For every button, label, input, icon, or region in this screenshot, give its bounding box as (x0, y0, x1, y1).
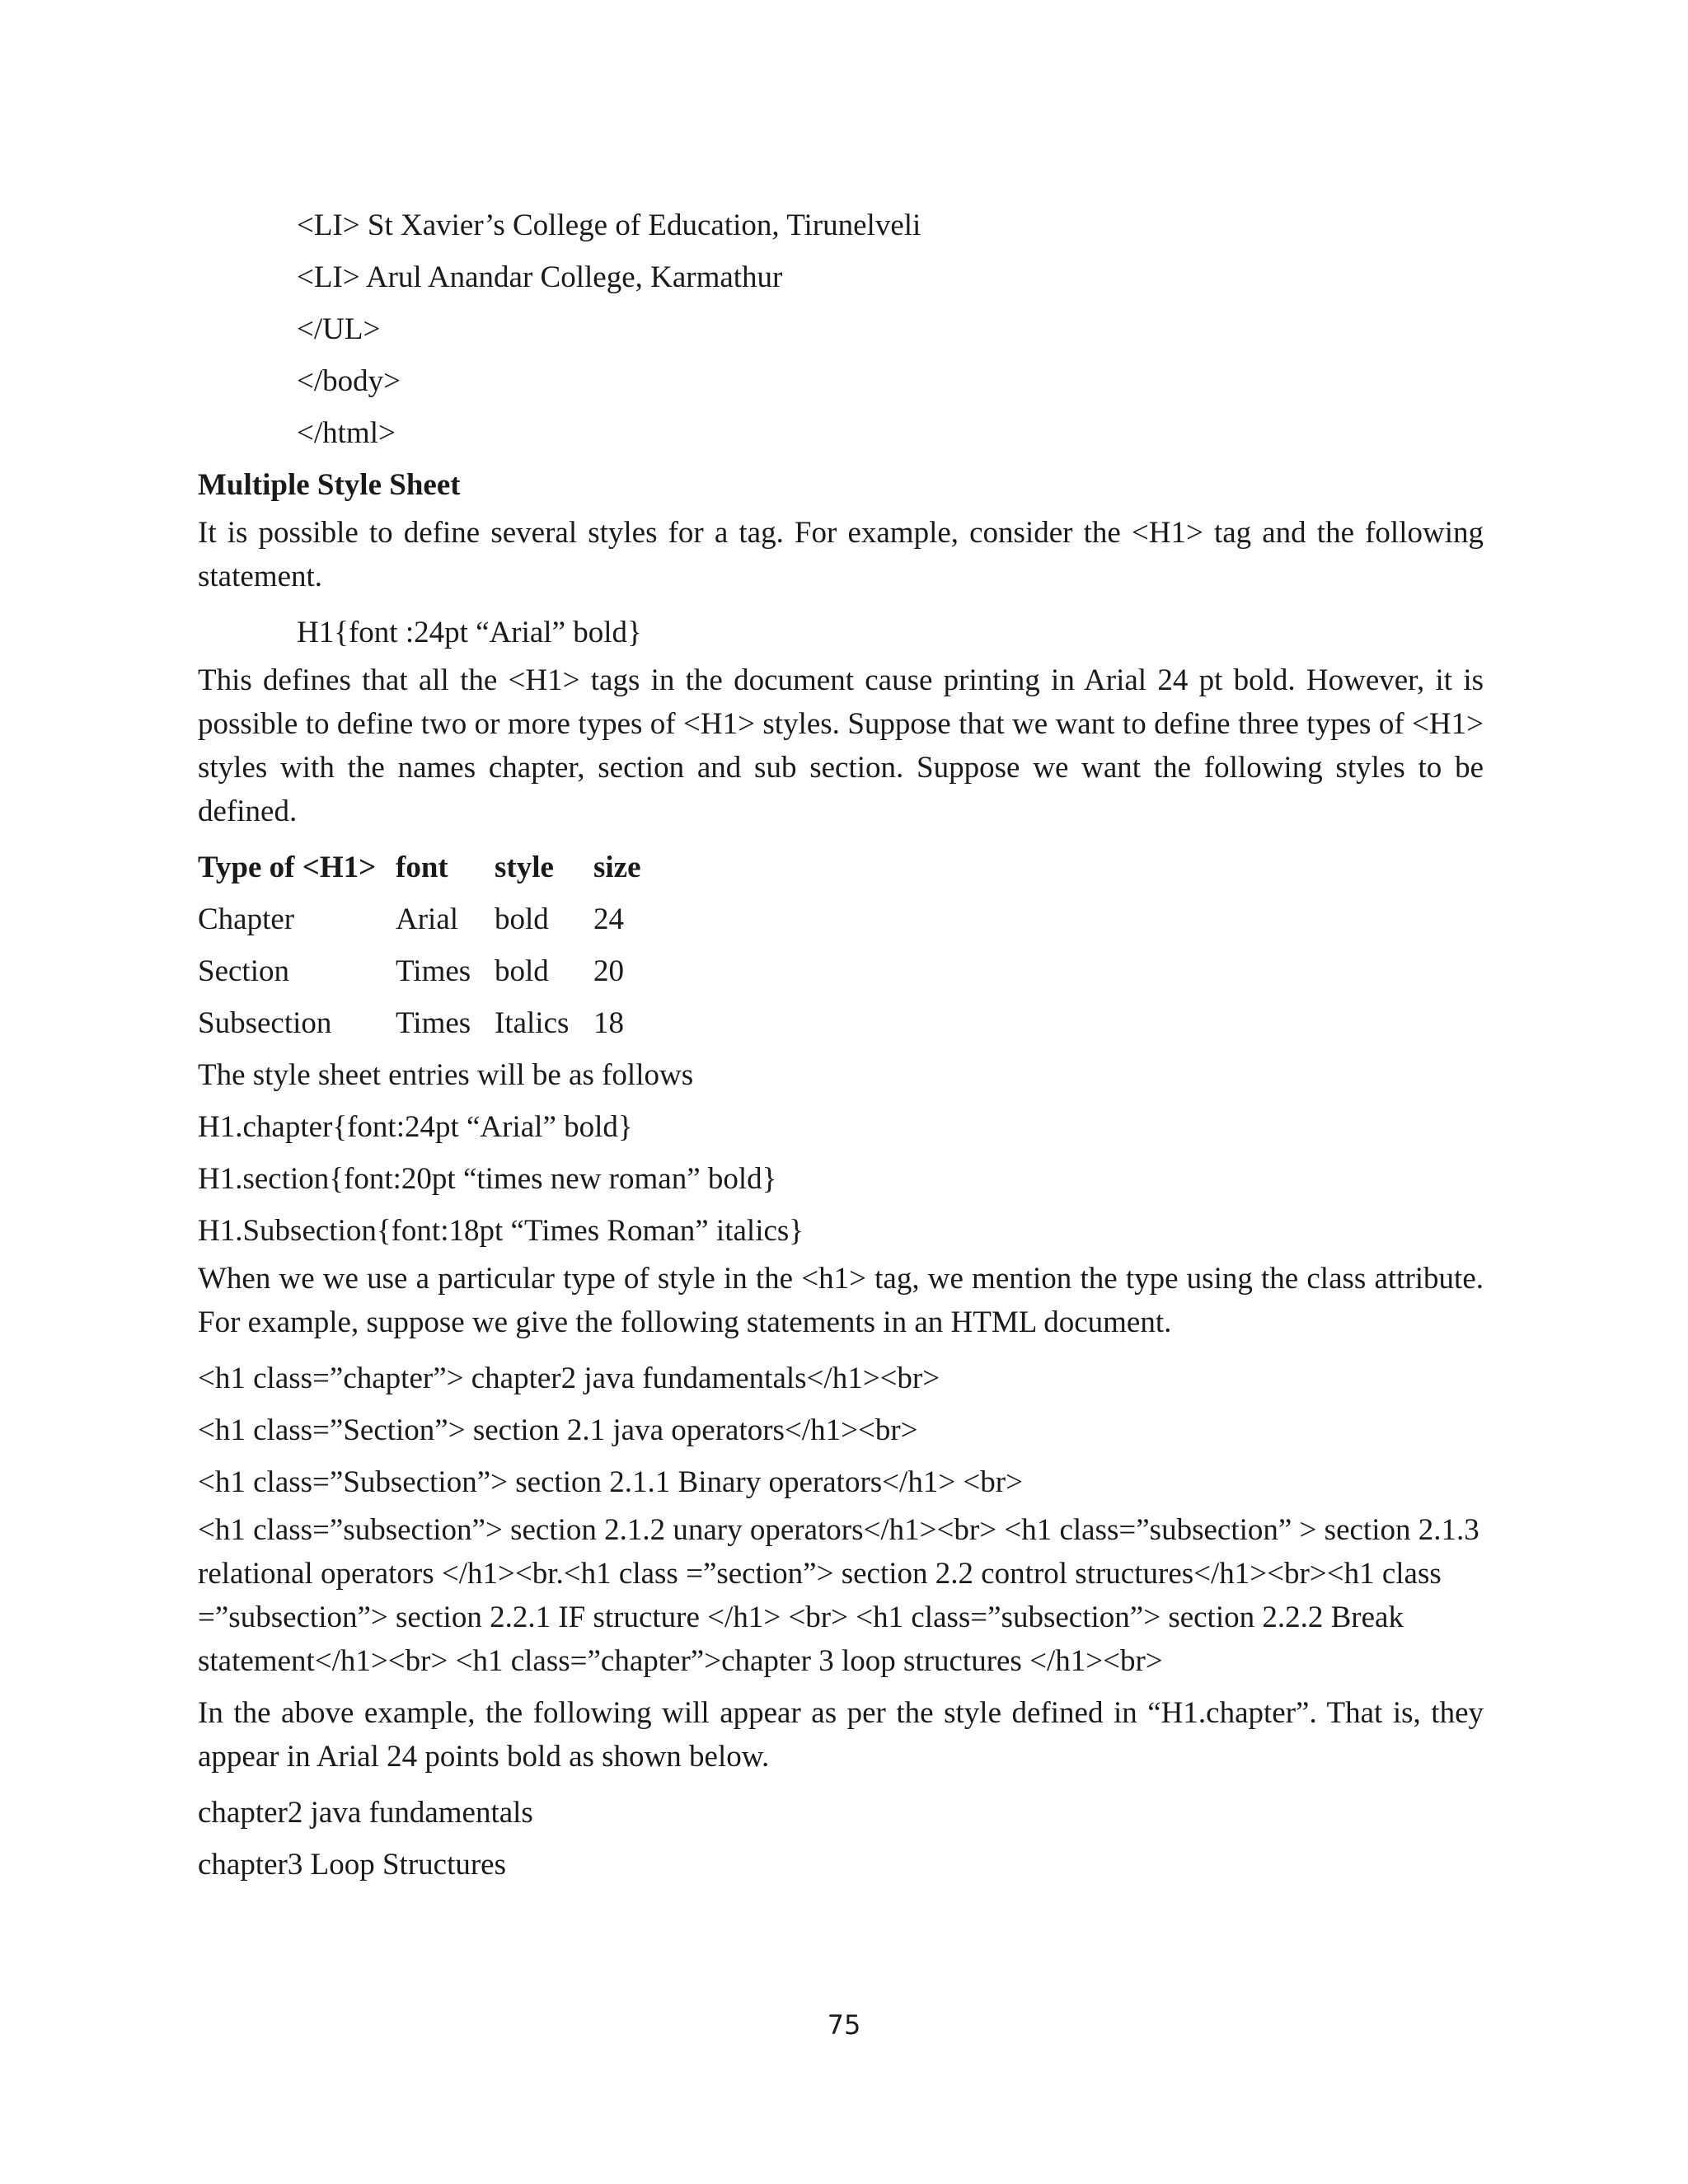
html-statement: <h1 class=”chapter”> chapter2 java fundamentals</h1><br> (198, 1361, 940, 1395)
style-entry: H1.section{font:20pt “times new roman” bold} (198, 1162, 777, 1196)
html-statement: <h1 class=”Subsection”> section 2.1.1 Binary operators</h1> <br> (198, 1465, 1023, 1499)
page-content (198, 199, 1484, 1891)
table-cell: 20 (593, 954, 624, 988)
code-line: <LI> St Xavier’s College of Education, Tirunelveli (297, 209, 921, 242)
table-header: Type of <H1> (198, 851, 377, 884)
section-heading: Multiple Style Sheet (198, 468, 461, 502)
table-cell: bold (495, 954, 549, 988)
intro-paragraph: It is possible to define several styles for a tag. For example, consider the <H1> tag and the following statement. (198, 516, 1484, 593)
code-line: </UL> (297, 312, 381, 346)
table-header: font (396, 851, 448, 884)
table-cell: Section (198, 954, 289, 988)
class-paragraph: When we we use a particular type of style in the <h1> tag, we mention the type using the class attribute. For example, suppose we give the following statements in an HTML document. (198, 1262, 1484, 1339)
style-entry: H1.chapter{font:24pt “Arial” bold} (198, 1110, 633, 1144)
table-cell: Subsection (198, 1006, 332, 1040)
code-line: <LI> Arul Anandar College, Karmathur (297, 260, 783, 294)
result-paragraph: In the above example, the following will appear as per the style defined in “H1.chapter”. That is, they appear in Arial 24 points bold as shown below. (198, 1696, 1484, 1774)
page-number: 75 (827, 2009, 861, 2041)
table-cell: Arial (396, 902, 459, 936)
table-cell: Chapter (198, 902, 295, 936)
table-cell: Times (396, 954, 471, 988)
table-cell: bold (495, 902, 549, 936)
table-header: style (495, 851, 554, 884)
html-statement: <h1 class=”Section”> section 2.1 java operators</h1><br> (198, 1413, 918, 1447)
define-paragraph: This defines that all the <H1> tags in the document cause printing in Arial 24 pt bold. However, it is possible to define two or more types of <H1> styles. Suppose that we want to define three types of <H1> styles with the names chapter, section and sub section. Suppose we want the following styles to be defined. (198, 663, 1484, 828)
table-cell: 18 (593, 1006, 624, 1040)
code-line: </body> (297, 364, 401, 398)
table-header: size (593, 851, 641, 884)
h1-example: H1{font :24pt “Arial” bold} (297, 616, 642, 649)
entries-intro: The style sheet entries will be as follows (198, 1058, 694, 1092)
result-line: chapter3 Loop Structures (198, 1848, 506, 1882)
table-cell: Italics (495, 1006, 570, 1040)
long-statement: <h1 class=”subsection”> section 2.1.2 unary operators</h1><br> <h1 class=”subsection” > section 2.1.3 relational operators </h1><br.<h1 class =”section”> section 2.2 control structures</h1><br><h1 class =”subsection”> section 2.2.1 IF structure </h1> <br> <h1 class=”subsection”> section 2.2.2 Break statement</h1><br> <h1 class=”chapter”>chapter 3 loop structures </h1><br> (198, 1513, 1479, 1678)
table-cell: Times (396, 1006, 471, 1040)
table-cell: 24 (593, 902, 624, 936)
style-table (198, 841, 1484, 1049)
style-entry: H1.Subsection{font:18pt “Times Roman” italics} (198, 1214, 804, 1248)
result-line: chapter2 java fundamentals (198, 1796, 533, 1830)
code-line: </html> (297, 416, 396, 450)
